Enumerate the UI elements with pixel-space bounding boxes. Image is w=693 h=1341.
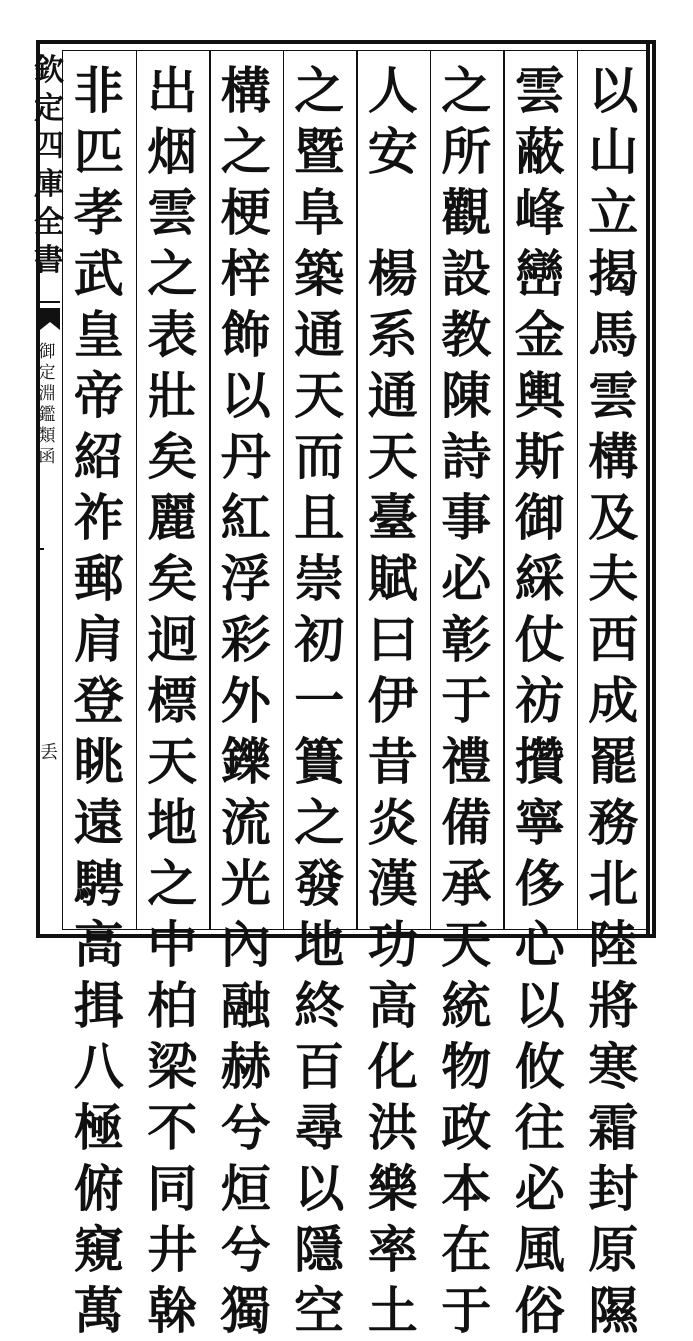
margin-tick: [38, 548, 44, 550]
glyph: 化: [367, 1037, 418, 1096]
glyph: 眺: [73, 732, 124, 791]
glyph: 隰: [588, 1281, 639, 1340]
glyph: 原: [588, 1220, 639, 1279]
glyph: 矣: [147, 549, 198, 608]
glyph: 構: [220, 61, 271, 120]
glyph: 山: [588, 122, 639, 181]
glyph: 系: [367, 305, 418, 364]
glyph: 天: [294, 366, 345, 425]
glyph: 成: [588, 671, 639, 730]
column-text: [430, 60, 504, 1341]
glyph: 百: [294, 1037, 345, 1096]
glyph: 梓: [220, 244, 271, 303]
glyph: 本: [441, 1159, 492, 1218]
column-rule: [283, 50, 285, 930]
glyph: 御: [514, 488, 565, 547]
column-text: [356, 60, 430, 1341]
glyph: 率: [367, 1220, 418, 1279]
glyph: 雲: [514, 61, 565, 120]
glyph: 務: [588, 793, 639, 852]
glyph: 雲: [147, 183, 198, 242]
glyph: 于: [441, 671, 492, 730]
glyph: 土: [367, 1281, 418, 1340]
column-rule: [209, 50, 211, 930]
glyph: 隱: [294, 1220, 345, 1279]
glyph: 以: [220, 366, 271, 425]
column-rule: [136, 50, 138, 930]
text-column: [503, 50, 577, 1340]
glyph: 在: [441, 1220, 492, 1279]
glyph: 蔽: [514, 122, 565, 181]
glyph: 迥: [147, 610, 198, 669]
glyph: 霜: [588, 1098, 639, 1157]
glyph: 事: [441, 488, 492, 547]
glyph: 炎: [367, 793, 418, 852]
volume-title-char: 類: [38, 426, 56, 446]
glyph: 烟: [147, 122, 198, 181]
book-title-char: 四: [34, 129, 64, 164]
glyph: 出: [147, 61, 198, 120]
glyph: 尋: [294, 1098, 345, 1157]
glyph: 同: [147, 1159, 198, 1218]
glyph: 統: [441, 976, 492, 1035]
glyph: 心: [514, 915, 565, 974]
glyph: 俗: [514, 1281, 565, 1340]
glyph: 流: [220, 793, 271, 852]
glyph: 紅: [220, 488, 271, 547]
text-column: [283, 50, 357, 1340]
glyph: 物: [441, 1037, 492, 1096]
book-title-char: 欽: [34, 53, 64, 88]
page-number: 丢: [40, 742, 58, 763]
glyph: 詩: [441, 427, 492, 486]
glyph: 寧: [514, 793, 565, 852]
column-text: [283, 60, 357, 1341]
glyph: 楊: [367, 244, 418, 303]
glyph: 立: [588, 183, 639, 242]
volume-title: [36, 342, 58, 468]
glyph: 表: [147, 305, 198, 364]
column-rule: [356, 50, 358, 930]
volume-title-char: 御: [38, 342, 56, 362]
column-text: [136, 60, 210, 1341]
glyph: 麗: [147, 488, 198, 547]
column-rule: [430, 50, 432, 930]
book-title-char: 全: [34, 205, 64, 240]
glyph: 安: [367, 122, 418, 181]
glyph: 兮: [220, 1098, 271, 1157]
glyph: 天: [367, 427, 418, 486]
text-columns: [62, 50, 650, 1340]
glyph: 臺: [367, 488, 418, 547]
glyph: 昔: [367, 732, 418, 791]
glyph: 風: [514, 1220, 565, 1279]
glyph: 之: [147, 244, 198, 303]
glyph: 之: [220, 122, 271, 181]
glyph: 榦: [147, 1281, 198, 1340]
glyph: 曰: [367, 610, 418, 669]
glyph: 遠: [73, 793, 124, 852]
fishtail-mark-icon: [38, 300, 62, 340]
volume-title-char: 淵: [38, 384, 56, 404]
volume-title-char: 鑑: [38, 405, 56, 425]
column-text: [503, 60, 577, 1341]
volume-title-char: 函: [38, 447, 56, 467]
column-text: [62, 60, 136, 1341]
text-column: [577, 50, 651, 1340]
glyph: 獨: [220, 1281, 271, 1340]
glyph: 通: [367, 366, 418, 425]
glyph: 高: [73, 915, 124, 974]
glyph: 赫: [220, 1037, 271, 1096]
glyph: 斯: [514, 427, 565, 486]
glyph: 築: [294, 244, 345, 303]
glyph: 空: [294, 1281, 345, 1340]
glyph: 武: [73, 244, 124, 303]
glyph: 漢: [367, 854, 418, 913]
glyph: 通: [294, 305, 345, 364]
column-rule: [503, 50, 505, 930]
glyph: 必: [441, 549, 492, 608]
glyph: 設: [441, 244, 492, 303]
glyph: 梁: [147, 1037, 198, 1096]
glyph: 孝: [73, 183, 124, 242]
glyph: 暨: [294, 122, 345, 181]
glyph: 一: [294, 671, 345, 730]
glyph: 地: [147, 793, 198, 852]
glyph: 罷: [588, 732, 639, 791]
glyph: 極: [73, 1098, 124, 1157]
glyph: 輿: [514, 366, 565, 425]
glyph: 構: [588, 427, 639, 486]
text-column: [136, 50, 210, 1340]
glyph: 于: [441, 1281, 492, 1340]
glyph: 以: [588, 61, 639, 120]
glyph: 俯: [73, 1159, 124, 1218]
glyph: 備: [441, 793, 492, 852]
glyph: 丹: [220, 427, 271, 486]
glyph: 揭: [588, 244, 639, 303]
text-column: [209, 50, 283, 1340]
glyph: 終: [294, 976, 345, 1035]
glyph: 觀: [441, 183, 492, 242]
glyph: 肩: [73, 610, 124, 669]
column-rule: [577, 50, 579, 930]
glyph: 阜: [294, 183, 345, 242]
glyph: 彰: [441, 610, 492, 669]
glyph: 內: [220, 915, 271, 974]
glyph: 之: [294, 61, 345, 120]
glyph: 郵: [73, 549, 124, 608]
glyph: 洪: [367, 1098, 418, 1157]
glyph: 且: [294, 488, 345, 547]
glyph: 北: [588, 854, 639, 913]
text-column: [62, 50, 136, 1340]
glyph: 政: [441, 1098, 492, 1157]
glyph: 巒: [514, 244, 565, 303]
glyph: 標: [147, 671, 198, 730]
volume-title-char: 定: [38, 363, 56, 383]
glyph: 之: [441, 61, 492, 120]
book-title: [34, 52, 64, 280]
glyph: 攢: [514, 732, 565, 791]
glyph: 之: [294, 793, 345, 852]
text-column: [356, 50, 430, 1340]
book-title-char: 定: [34, 91, 64, 126]
glyph: 伊: [367, 671, 418, 730]
glyph: 往: [514, 1098, 565, 1157]
column-text: [209, 60, 283, 1341]
glyph: 馬: [588, 305, 639, 364]
glyph: 功: [367, 915, 418, 974]
glyph: 綵: [514, 549, 565, 608]
glyph: 初: [294, 610, 345, 669]
glyph: 寒: [588, 1037, 639, 1096]
book-title-char: 庫: [34, 167, 64, 202]
glyph: 井: [147, 1220, 198, 1279]
glyph: 簣: [294, 732, 345, 791]
glyph: 人: [367, 61, 418, 120]
glyph: 匹: [73, 122, 124, 181]
glyph: 融: [220, 976, 271, 1035]
glyph: 金: [514, 305, 565, 364]
glyph: 將: [588, 976, 639, 1035]
glyph: 仗: [514, 610, 565, 669]
glyph: 以: [294, 1159, 345, 1218]
glyph: 教: [441, 305, 492, 364]
glyph: 騁: [73, 854, 124, 913]
glyph: 夫: [588, 549, 639, 608]
glyph: 必: [514, 1159, 565, 1218]
glyph: 八: [73, 1037, 124, 1096]
glyph: 浮: [220, 549, 271, 608]
glyph: 彩: [220, 610, 271, 669]
glyph: 封: [588, 1159, 639, 1218]
glyph: 壯: [147, 366, 198, 425]
glyph: 中: [147, 915, 198, 974]
glyph: 陸: [588, 915, 639, 974]
glyph: 柏: [147, 976, 198, 1035]
glyph: 兮: [220, 1220, 271, 1279]
glyph: 所: [441, 122, 492, 181]
glyph: 帝: [73, 366, 124, 425]
glyph: 以: [514, 976, 565, 1035]
glyph: 崇: [294, 549, 345, 608]
glyph: 萬: [73, 1281, 124, 1340]
glyph: 外: [220, 671, 271, 730]
glyph: 登: [73, 671, 124, 730]
glyph: 窺: [73, 1220, 124, 1279]
glyph: 鑠: [220, 732, 271, 791]
glyph: 西: [588, 610, 639, 669]
glyph: 天: [147, 732, 198, 791]
glyph: 烜: [220, 1159, 271, 1218]
glyph: 攸: [514, 1037, 565, 1096]
glyph: 高: [367, 976, 418, 1035]
glyph: 揖: [73, 976, 124, 1035]
glyph: 矣: [147, 427, 198, 486]
glyph: 皇: [73, 305, 124, 364]
glyph: 非: [73, 61, 124, 120]
glyph: 不: [147, 1098, 198, 1157]
column-text: [577, 60, 651, 1341]
glyph: 祊: [514, 671, 565, 730]
glyph: 賦: [367, 549, 418, 608]
glyph: 陳: [441, 366, 492, 425]
glyph: 光: [220, 854, 271, 913]
glyph: 禮: [441, 732, 492, 791]
glyph: 侈: [514, 854, 565, 913]
glyph: 天: [441, 915, 492, 974]
glyph: 發: [294, 854, 345, 913]
glyph: 祚: [73, 488, 124, 547]
glyph: 而: [294, 427, 345, 486]
glyph: 承: [441, 854, 492, 913]
glyph: 雲: [588, 366, 639, 425]
glyph: 峰: [514, 183, 565, 242]
glyph: 地: [294, 915, 345, 974]
glyph: 飾: [220, 305, 271, 364]
text-column: [430, 50, 504, 1340]
glyph: 紹: [73, 427, 124, 486]
glyph: 之: [147, 854, 198, 913]
glyph: 及: [588, 488, 639, 547]
glyph: 梗: [220, 183, 271, 242]
glyph: 樂: [367, 1159, 418, 1218]
book-title-char: 書: [34, 243, 64, 278]
